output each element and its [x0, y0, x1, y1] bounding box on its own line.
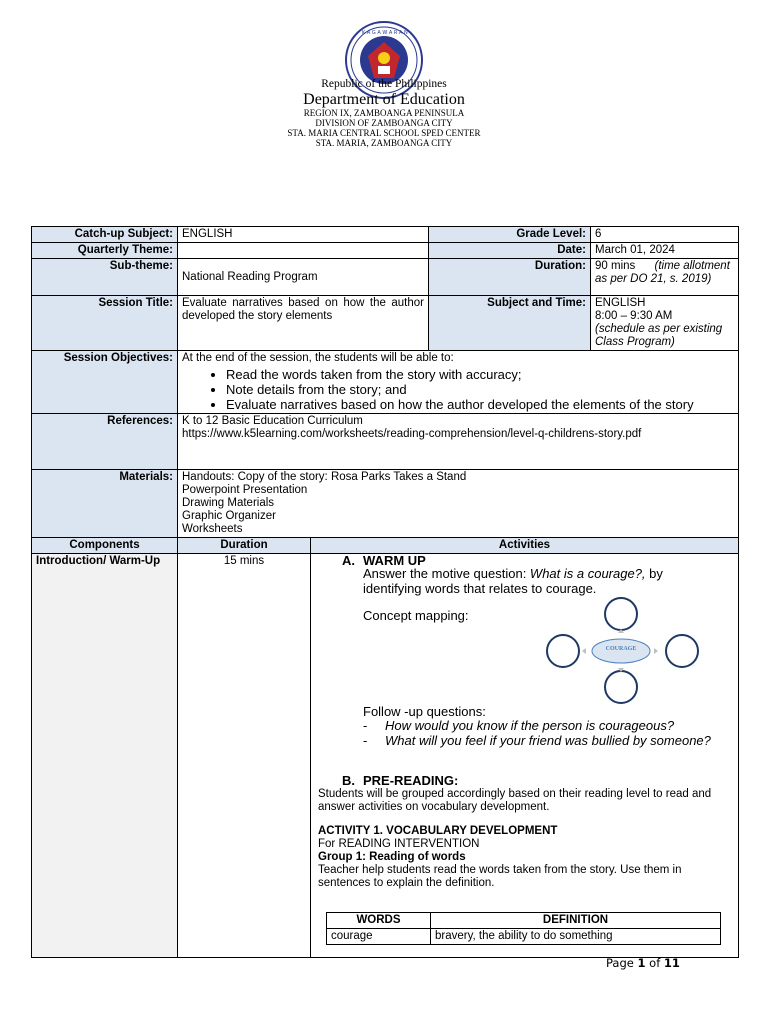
- definition-header: DEFINITION: [431, 913, 721, 929]
- duration-label: Duration:: [429, 259, 591, 296]
- page-current: 1: [637, 956, 646, 970]
- followup-item: - What will you feel if your friend was bullied by someone?: [363, 733, 713, 748]
- prereading-text: Students will be grouped accordingly based on their reading level to read and answer activities on vocabulary development.: [318, 788, 712, 813]
- objective-item: • Note details from the story; and: [226, 382, 734, 397]
- activity1-title: ACTIVITY 1. VOCABULARY DEVELOPMENT: [318, 825, 558, 837]
- warmup-letter: A.: [342, 553, 355, 568]
- country-line: Republic of the Philippines: [321, 78, 447, 90]
- material-item: Worksheets: [182, 523, 243, 535]
- date-label: Date:: [429, 243, 591, 259]
- component-name: Introduction/ Warm-Up: [32, 554, 178, 958]
- session-title-value: Evaluate narratives based on how the author developed the story elements: [178, 296, 429, 351]
- reference-link[interactable]: https://www.k5learning.com/worksheets/reading-comprehension/level-q-childrens-story.pdf: [182, 428, 642, 440]
- concept-map: [544, 595, 704, 705]
- duration-note: (time allotment as per DO 21, s. 2019): [595, 260, 730, 285]
- subject-time-cell: [591, 296, 739, 351]
- followup-label: Follow -up questions:: [363, 704, 486, 719]
- objectives-intro: At the end of the session, the students will be able to:: [182, 352, 454, 364]
- objective-item: • Read the words taken from the story with accuracy;: [226, 367, 734, 382]
- concept-mapping-label: Concept mapping:: [363, 608, 469, 623]
- followup-question: How would you know if the person is courageous?: [385, 718, 675, 733]
- duration-value: 90 mins: [595, 260, 636, 272]
- subject-time-subject: ENGLISH: [595, 297, 646, 309]
- material-item: Powerpoint Presentation: [182, 484, 308, 496]
- prereading-letter: B.: [342, 773, 355, 788]
- followup-item: - How would you know if the person is courageous?: [363, 718, 713, 733]
- objectives-label: Session Objectives:: [32, 351, 178, 414]
- objective-item: • Evaluate narratives based on how the author developed the elements of the story: [226, 397, 734, 412]
- definition-cell: bravery, the ability to do something: [431, 929, 721, 945]
- quarterly-theme-value: [178, 243, 429, 259]
- material-item: Handouts: Copy of the story: Rosa Parks Takes a Stand: [182, 471, 467, 483]
- component-duration: 15 mins: [178, 554, 311, 958]
- activity1-subtitle: For READING INTERVENTION: [318, 838, 480, 850]
- materials-label: Materials:: [32, 470, 178, 538]
- materials-cell: [178, 470, 739, 538]
- catchup-subject-label: Catch-up Subject:: [32, 227, 178, 243]
- duration-header: Duration: [178, 538, 311, 554]
- sub-theme-label: Sub-theme:: [32, 259, 178, 296]
- department-title: Department of Education: [303, 91, 465, 108]
- table-row: [327, 929, 721, 945]
- prereading-title: PRE-READING:: [363, 773, 459, 788]
- page-total: 11: [663, 956, 680, 970]
- material-item: Drawing Materials: [182, 497, 275, 509]
- division-line: DIVISION OF ZAMBOANGA CITY: [315, 118, 453, 128]
- page-label: Page: [606, 956, 634, 970]
- sub-theme-value: National Reading Program: [178, 259, 429, 296]
- quarterly-theme-label: Quarterly Theme:: [32, 243, 178, 259]
- subject-time-note: (schedule as per existing Class Program): [595, 323, 723, 348]
- region-line: REGION IX, ZAMBOANGA PENINSULA: [303, 108, 465, 118]
- warmup-text-italic: What is a courage?,: [529, 566, 646, 581]
- session-title-label: Session Title:: [32, 296, 178, 351]
- words-table: [326, 912, 721, 945]
- word-cell: courage: [327, 929, 431, 945]
- grade-level-value: 6: [591, 227, 739, 243]
- warmup-question: [363, 566, 703, 596]
- objectives-cell: [178, 351, 739, 414]
- grade-level-label: Grade Level:: [429, 227, 591, 243]
- date-value: March 01, 2024: [591, 243, 739, 259]
- page-number: [606, 956, 680, 970]
- objectives-list: [182, 367, 734, 412]
- group1-title: Group 1: Reading of words: [318, 851, 466, 863]
- svg-text:K A G A W A R A N: K A G A W A R A N: [362, 30, 408, 36]
- page-of: of: [649, 956, 661, 970]
- warmup-title: WARM UP: [363, 553, 426, 568]
- references-label: References:: [32, 414, 178, 470]
- school-line: STA. MARIA CENTRAL SCHOOL SPED CENTER: [287, 128, 481, 138]
- concept-center-label: COURAGE: [605, 646, 637, 652]
- activities-header: Activities: [311, 538, 739, 554]
- followup-question: What will you feel if your friend was bullied by someone?: [385, 733, 711, 748]
- material-item: Graphic Organizer: [182, 510, 276, 522]
- components-header: Components: [32, 538, 178, 554]
- warmup-text-1: Answer the motive question:: [363, 566, 530, 581]
- subject-time-time: 8:00 – 9:30 AM: [595, 310, 673, 322]
- group1-text: Teacher help students read the words taken from the story. Use them in sentences to explain the definition.: [318, 864, 682, 889]
- warmup-text-2: by identifying words that relates to courage.: [363, 566, 663, 596]
- words-header: WORDS: [327, 913, 431, 929]
- catchup-subject-value: ENGLISH: [178, 227, 429, 243]
- subject-time-label: Subject and Time:: [429, 296, 591, 351]
- duration-cell: [591, 259, 739, 296]
- reference-item: K to 12 Basic Education Curriculum: [182, 415, 363, 427]
- address-line: STA. MARIA, ZAMBOANGA CITY: [315, 138, 453, 148]
- references-cell: [178, 414, 739, 470]
